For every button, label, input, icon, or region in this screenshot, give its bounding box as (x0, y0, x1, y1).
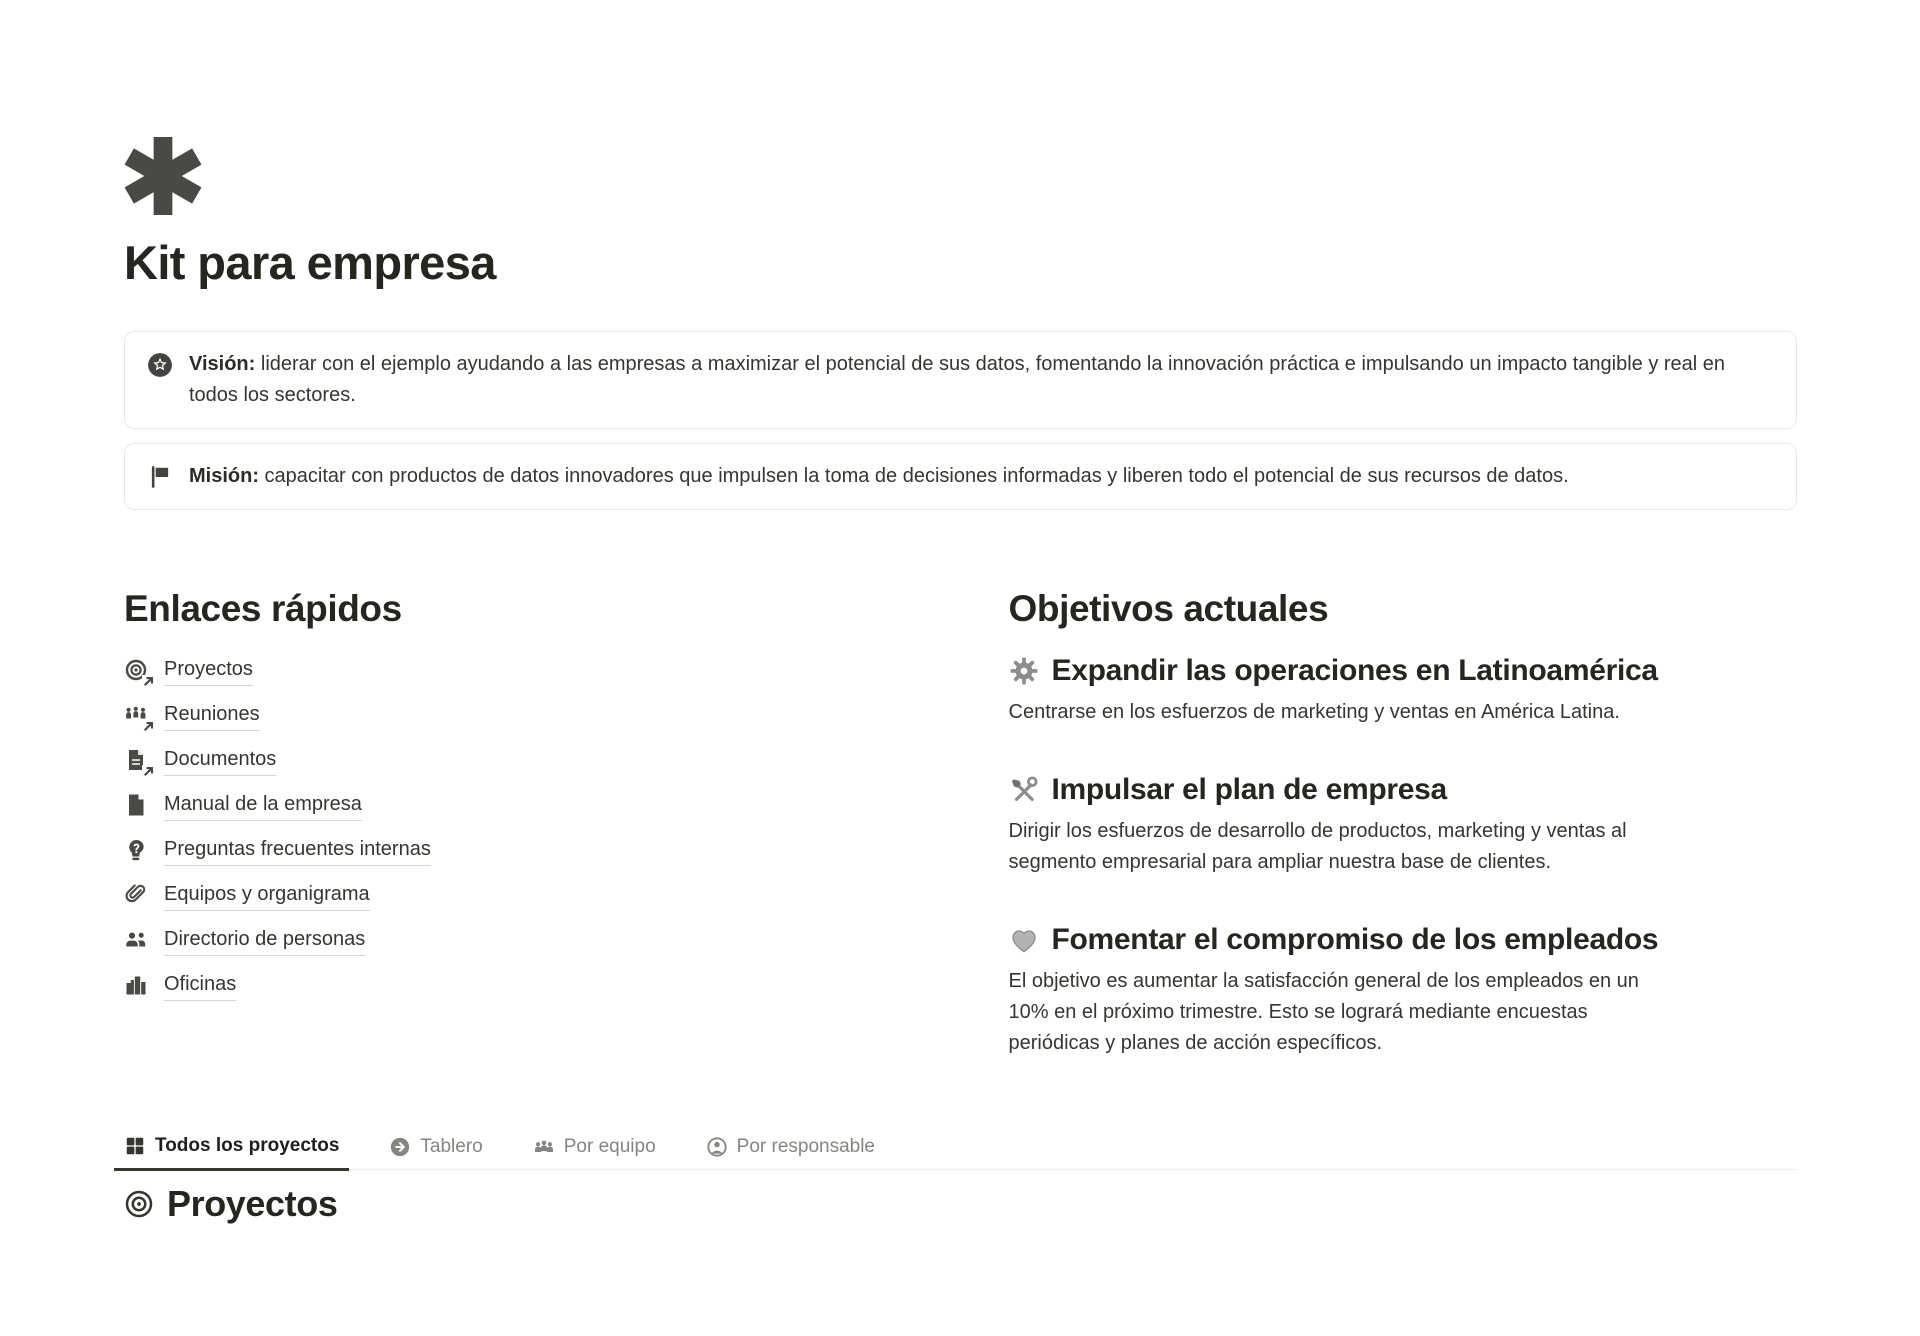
projects-heading-text: Proyectos (167, 1183, 338, 1224)
quick-links-list (124, 648, 913, 1008)
tab-todos-los-proyectos[interactable] (114, 1130, 349, 1171)
vision-label: Visión: (189, 353, 256, 375)
link-arrow-icon (142, 720, 155, 733)
mission-callout (124, 443, 1797, 510)
page-asterisk-icon[interactable] (124, 137, 202, 215)
link-label[interactable]: Proyectos (164, 656, 253, 686)
target-link-icon (124, 658, 150, 684)
objective-title-text: Impulsar el plan de empresa (1051, 773, 1447, 806)
link-label[interactable]: Manual de la empresa (164, 791, 362, 821)
hammer-wrench-icon (1009, 775, 1039, 805)
objective-title-text: Fomentar el compromiso de los empleados (1051, 923, 1659, 956)
link-reuniones[interactable] (124, 693, 260, 738)
mission-label: Misión: (189, 465, 259, 487)
quick-links-heading: Enlaces rápidos (124, 588, 402, 629)
objective-2-body: Dirigir los esfuerzos de desarrollo de productos, marketing y ventas al segmento empresarial para ampliar nuestra base de clientes. (1008, 820, 1627, 873)
link-proyectos[interactable] (124, 648, 253, 693)
objective-3-title (1009, 922, 1798, 958)
document-link-icon (124, 748, 150, 774)
link-label[interactable]: Reuniones (164, 701, 260, 731)
objective-2-title (1009, 772, 1798, 808)
flag-icon (147, 464, 173, 490)
page-content (0, 137, 1920, 1225)
link-preguntas[interactable] (124, 828, 431, 873)
objective-1-body: Centrarse en los esfuerzos de marketing y ventas en América Latina. (1008, 701, 1620, 723)
mission-body: capacitar con productos de datos innovadores que impulsen la toma de decisiones informadas y liberen todo el potencial de sus recursos de datos. (259, 465, 1569, 487)
tab-tablero[interactable] (379, 1130, 492, 1169)
tab-label: Todos los proyectos (155, 1135, 340, 1156)
person-circle-icon (706, 1136, 728, 1158)
page-icon (124, 793, 150, 819)
link-arrow-icon (142, 765, 155, 778)
link-label[interactable]: Documentos (164, 746, 276, 776)
tab-por-responsable[interactable] (696, 1130, 885, 1169)
objectives-heading: Objetivos actuales (1008, 588, 1329, 629)
objective-title-text: Expandir las operaciones en Latinoamérica (1051, 654, 1658, 687)
link-documentos[interactable] (124, 738, 276, 783)
board-arrow-icon (389, 1136, 411, 1158)
people-icon (124, 928, 150, 954)
vision-text (189, 349, 1774, 411)
tab-label: Por responsable (736, 1135, 876, 1157)
buildings-icon (124, 973, 150, 999)
tab-label: Por equipo (563, 1135, 656, 1157)
two-column-layout (124, 586, 1797, 1059)
tab-label: Tablero (420, 1135, 483, 1157)
link-directorio[interactable] (124, 918, 365, 963)
tab-por-equipo[interactable] (523, 1130, 666, 1169)
link-label[interactable]: Preguntas frecuentes internas (164, 836, 431, 866)
link-label[interactable]: Equipos y organigrama (164, 881, 370, 911)
star-badge-icon (147, 352, 173, 378)
team-icon (533, 1136, 555, 1158)
link-arrow-icon (142, 675, 155, 688)
link-label[interactable]: Directorio de personas (164, 926, 365, 956)
projects-section-heading (124, 1183, 1797, 1225)
link-oficinas[interactable] (124, 963, 236, 1008)
objectives-column (1009, 586, 1798, 1059)
objective-1-title (1009, 653, 1798, 689)
gear-icon (1009, 656, 1039, 686)
vision-body: liderar con el ejemplo ayudando a las empresas a maximizar el potencial de sus datos, fomentando la innovación práctica e impulsando un impacto tangible y real en todos los sectores. (189, 353, 1726, 406)
mission-text (189, 461, 1569, 492)
question-head-icon (124, 838, 150, 864)
quick-links-column (124, 586, 913, 1059)
objective-3-body: El objetivo es aumentar la satisfacción general de los empleados en un 10% en el próximo trimestre. Esto se logrará mediante encuestas periódicas y planes de acción específicos. (1008, 970, 1639, 1054)
meeting-link-icon (124, 703, 150, 729)
link-equipos[interactable] (124, 873, 370, 918)
vision-callout (124, 331, 1797, 429)
database-view-tabs (114, 1130, 1797, 1170)
link-label[interactable]: Oficinas (164, 971, 236, 1001)
target-icon (124, 1189, 154, 1219)
grid-view-icon (124, 1135, 146, 1157)
heart-icon (1009, 925, 1039, 955)
paperclip-icon (124, 883, 150, 909)
page-title: Kit para empresa (124, 236, 496, 289)
link-manual[interactable] (124, 783, 362, 828)
